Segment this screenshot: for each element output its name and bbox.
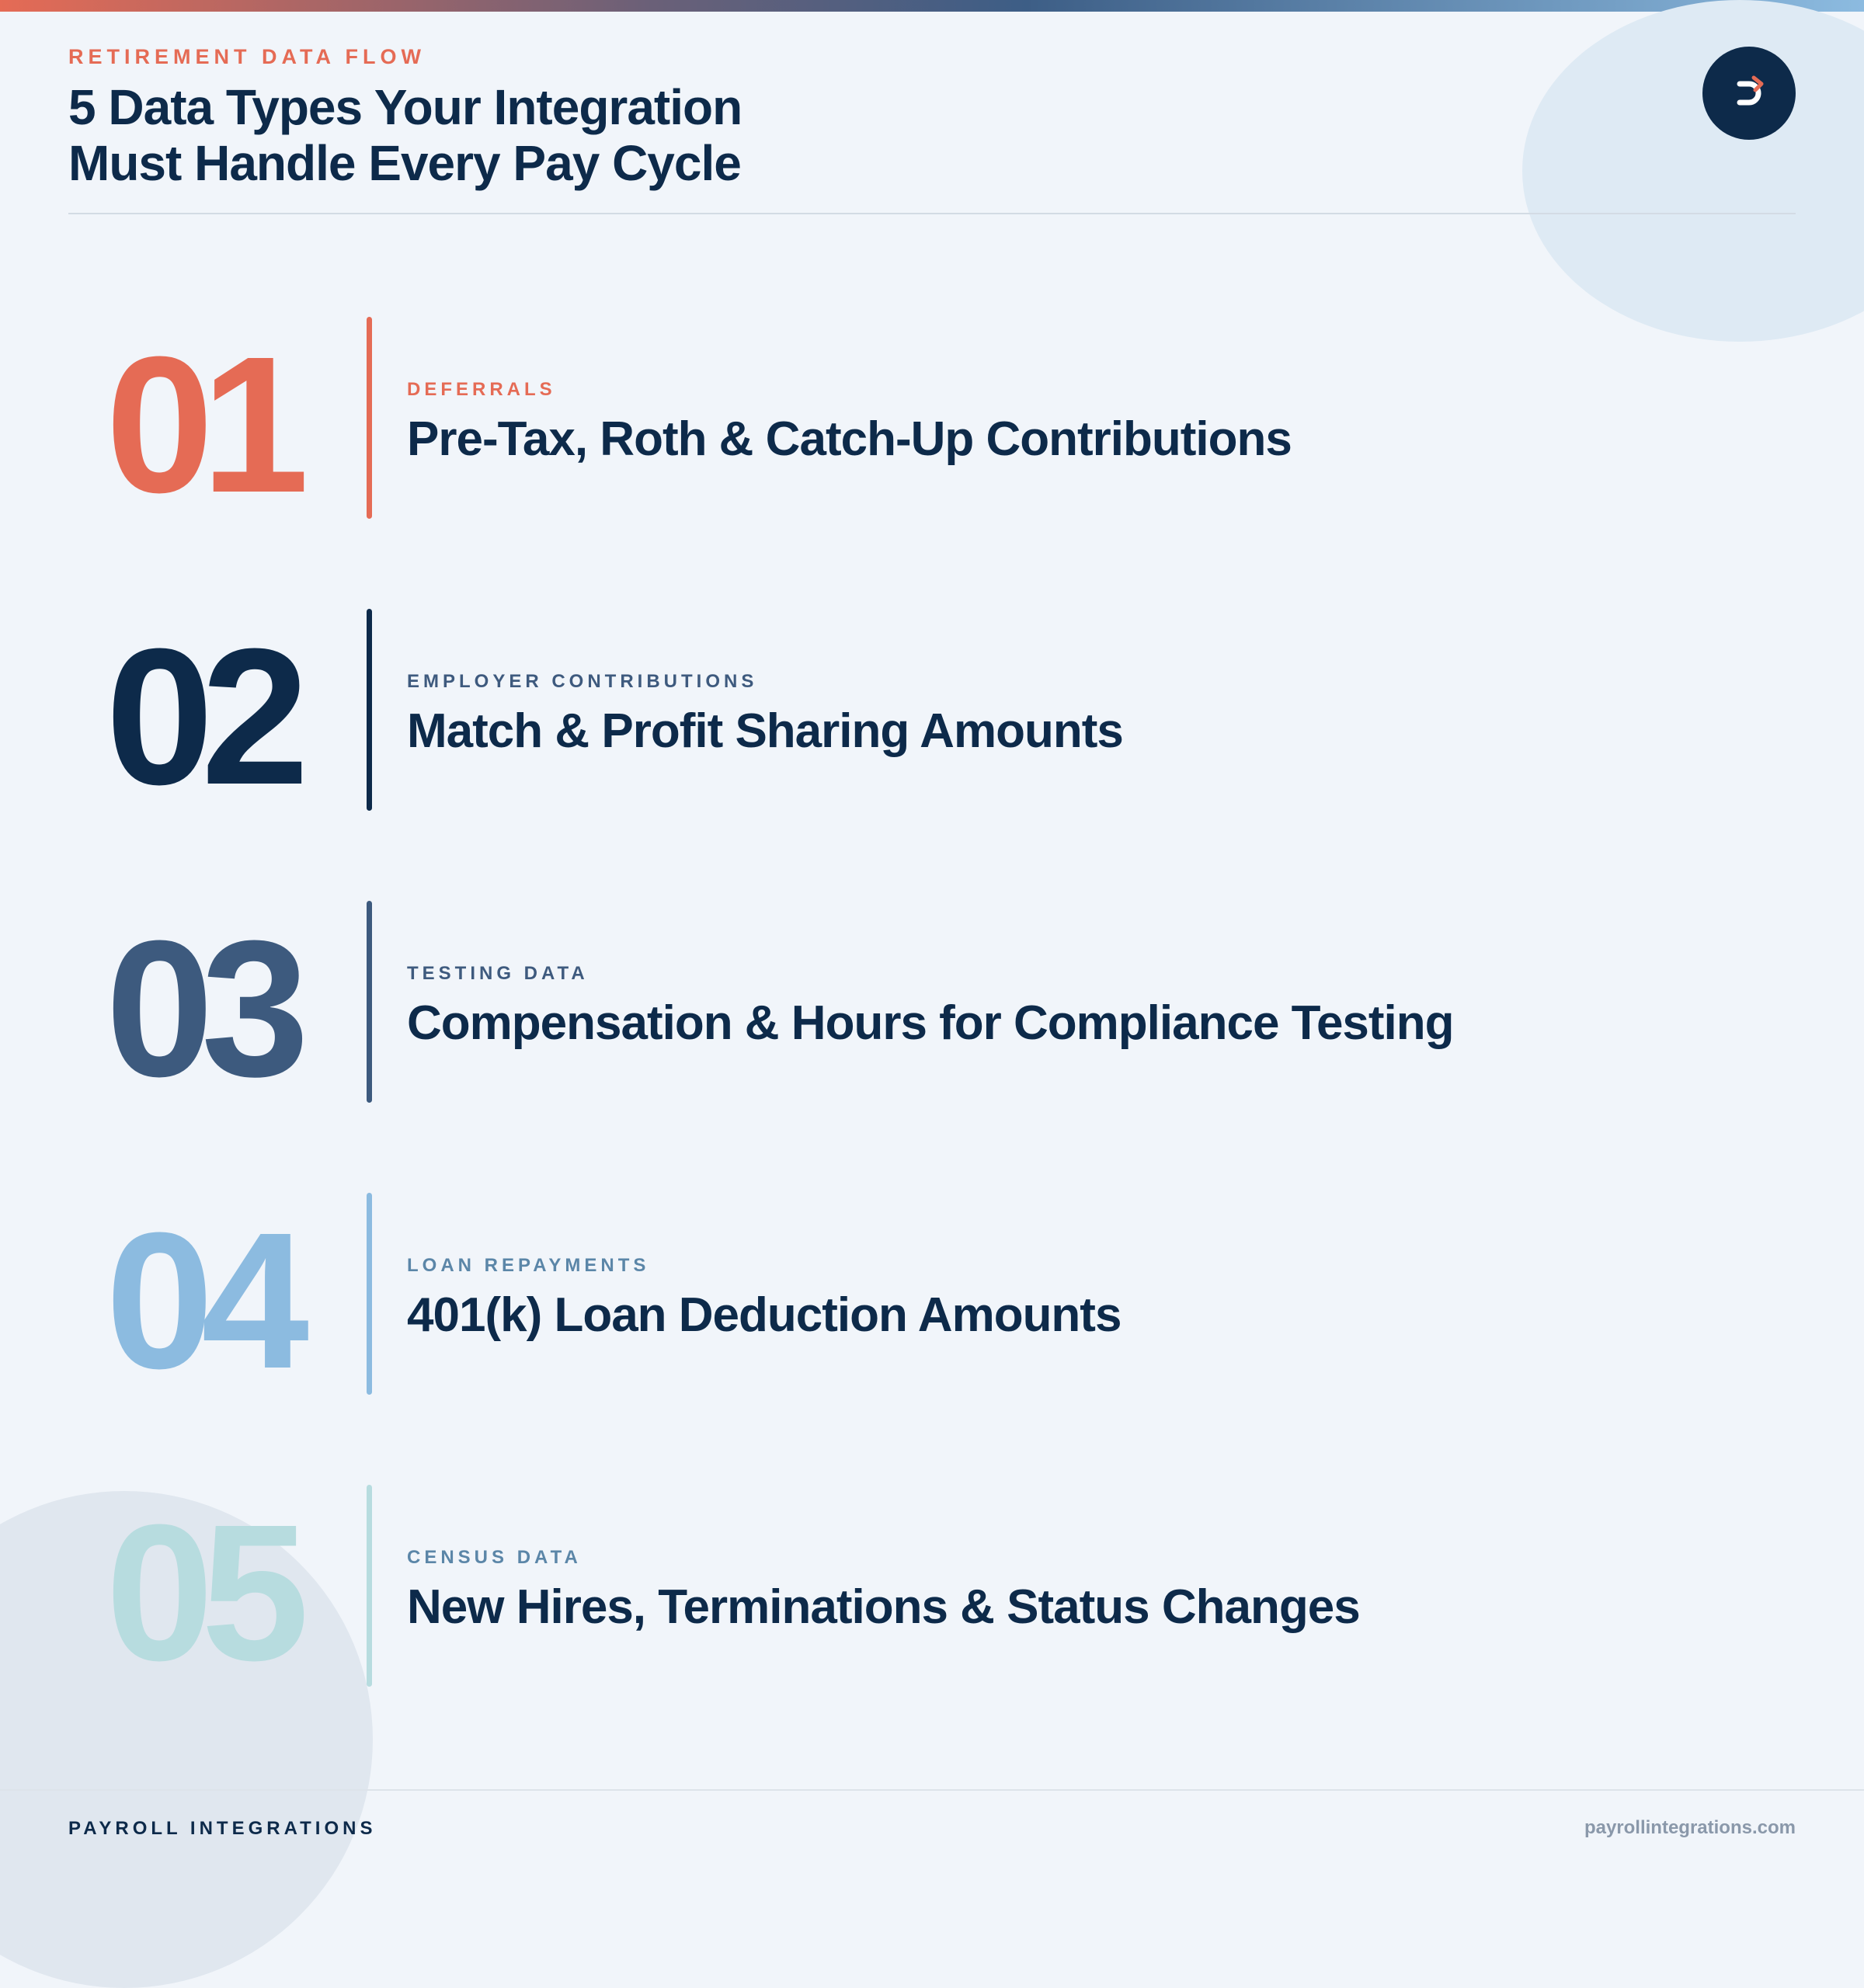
- item-number: 01: [106, 316, 297, 533]
- item-category: DEFERRALS: [407, 379, 556, 400]
- item-accent-bar: [367, 609, 372, 811]
- item-heading: Match & Profit Sharing Amounts: [407, 704, 1123, 758]
- item-accent-bar: [367, 1485, 372, 1687]
- item-accent-bar: [367, 1193, 372, 1395]
- header-divider: [68, 213, 1796, 214]
- item-number: 05: [106, 1484, 297, 1701]
- footer-brand: PAYROLL INTEGRATIONS: [68, 1818, 377, 1839]
- data-type-item-5: [0, 1484, 1864, 1701]
- data-type-item-1: [0, 316, 1864, 533]
- top-gradient-bar: [0, 0, 1864, 12]
- footer-divider: [0, 1789, 1864, 1791]
- brand-logo-mark: [1702, 47, 1796, 140]
- item-number: 04: [106, 1192, 297, 1409]
- item-category: CENSUS DATA: [407, 1547, 582, 1568]
- data-type-item-3: [0, 900, 1864, 1117]
- item-category: TESTING DATA: [407, 963, 589, 984]
- item-number: 03: [106, 900, 297, 1117]
- page-title-line-1: 5 Data Types Your Integration: [68, 79, 742, 135]
- page-title-line-2: Must Handle Every Pay Cycle: [68, 135, 741, 191]
- item-accent-bar: [367, 901, 372, 1103]
- item-heading: New Hires, Terminations & Status Changes: [407, 1580, 1360, 1634]
- footer-url[interactable]: payrollintegrations.com: [1584, 1817, 1796, 1838]
- item-heading: Pre-Tax, Roth & Catch-Up Contributions: [407, 412, 1292, 466]
- data-type-item-2: [0, 608, 1864, 825]
- brand-logo-icon: [1702, 47, 1796, 140]
- decorative-circle-top-right: [1522, 0, 1864, 342]
- item-heading: 401(k) Loan Deduction Amounts: [407, 1288, 1122, 1342]
- data-type-item-4: [0, 1192, 1864, 1409]
- item-category: LOAN REPAYMENTS: [407, 1255, 650, 1276]
- eyebrow-label: RETIREMENT DATA FLOW: [68, 45, 426, 68]
- page-title: [68, 79, 1156, 191]
- item-number: 02: [106, 608, 297, 825]
- item-category: EMPLOYER CONTRIBUTIONS: [407, 671, 758, 692]
- item-accent-bar: [367, 317, 372, 519]
- item-heading: Compensation & Hours for Compliance Testing: [407, 996, 1454, 1050]
